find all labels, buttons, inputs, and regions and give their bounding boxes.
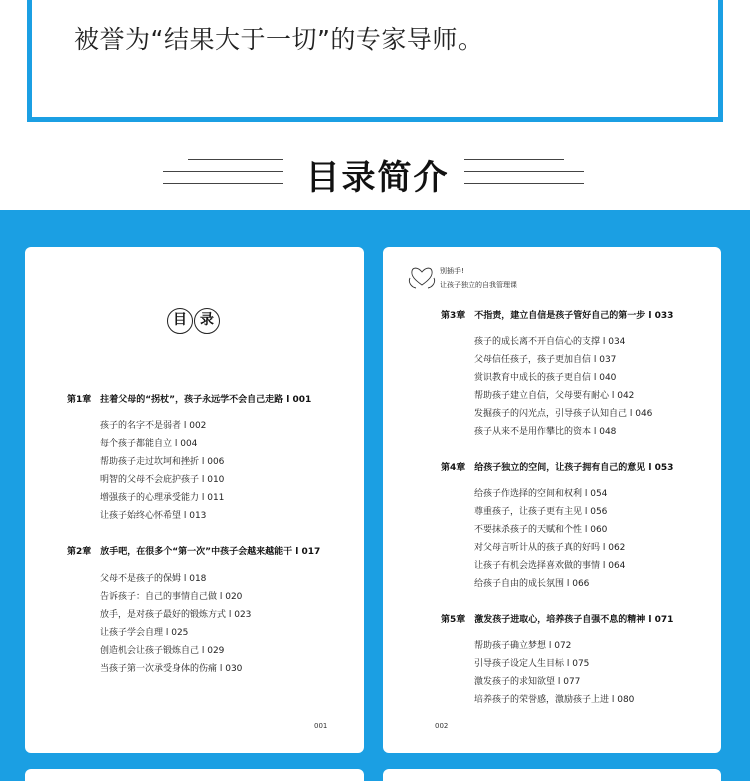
- toc-entry: 培养孩子的荣誉感，激励孩子上进 l 080: [474, 695, 635, 705]
- toc-entry: 当孩子第一次承受身体的伤痛 l 030: [100, 664, 243, 674]
- toc-page-right: [383, 247, 721, 753]
- chapter-heading: [67, 544, 320, 557]
- toc-badge-char: 目: [167, 308, 193, 334]
- toc-entry: 明智的父母不会庇护孩子 l 010: [100, 475, 225, 485]
- toc-entry: 帮助孩子走过坎坷和挫折 l 006: [100, 457, 225, 467]
- toc-entry: 赏识教育中成长的孩子更自信 l 040: [474, 373, 617, 383]
- toc-entry: 帮助孩子确立梦想 l 072: [474, 641, 572, 651]
- toc-entry: 让孩子学会自理 l 025: [100, 628, 189, 638]
- toc-entry: 父母不是孩子的保姆 l 018: [100, 574, 207, 584]
- chapter-heading: [441, 460, 673, 473]
- intro-box: [27, 0, 723, 122]
- chapter-title: 放手吧，在很多个“第一次”中孩子会越来越能干 l 017: [100, 547, 321, 557]
- chapter-number: 第3章: [441, 311, 466, 321]
- page-number: 002: [435, 722, 449, 730]
- heading-right-rules: [464, 159, 584, 189]
- toc-page-left: [25, 247, 364, 753]
- toc-entry: 让孩子有机会选择喜欢做的事情 l 064: [474, 561, 626, 571]
- toc-entry: 不要抹杀孩子的天赋和个性 l 060: [474, 525, 608, 535]
- chapter-title: 激发孩子进取心，培养孩子自强不息的精神 l 071: [474, 615, 674, 625]
- toc-entry: 激发孩子的求知欲望 l 077: [474, 677, 581, 687]
- toc-entry: 发掘孩子的闪光点，引导孩子认知自己 l 046: [474, 409, 653, 419]
- toc-badge: [167, 308, 223, 334]
- next-page-right: [383, 769, 721, 781]
- intro-text: 被誉为“结果大于一切”的专家导师。: [74, 25, 484, 54]
- toc-entry: 让孩子始终心怀希望 l 013: [100, 511, 207, 521]
- toc-entry: 给孩子自由的成长氛围 l 066: [474, 579, 590, 589]
- toc-entry: 孩子从来不是用作攀比的资本 l 048: [474, 427, 617, 437]
- toc-entry: 孩子的名字不是弱者 l 002: [100, 421, 207, 431]
- chapter-number: 第5章: [441, 615, 466, 625]
- hands-heart-icon: [407, 264, 437, 290]
- toc-badge-char: 录: [194, 308, 220, 334]
- toc-entry: 对父母言听计从的孩子真的好吗 l 062: [474, 543, 626, 553]
- series-subtitle: 让孩子独立的自我管理课: [440, 281, 517, 289]
- next-page-left: [25, 769, 364, 781]
- toc-entry: 引导孩子设定人生目标 l 075: [474, 659, 590, 669]
- chapter-number: 第2章: [67, 547, 92, 557]
- toc-entry: 父母信任孩子，孩子更加自信 l 037: [474, 355, 617, 365]
- chapter-number: 第1章: [67, 395, 92, 405]
- toc-entry: 增强孩子的心理承受能力 l 011: [100, 493, 225, 503]
- series-title: 别插手!: [440, 267, 464, 275]
- toc-entry: 创造机会让孩子锻炼自己 l 029: [100, 646, 225, 656]
- toc-entry: 帮助孩子建立自信，父母要有耐心 l 042: [474, 391, 635, 401]
- page-number: 001: [314, 722, 328, 730]
- section-heading: [0, 150, 750, 200]
- chapter-title: 不指责，建立自信是孩子管好自己的第一步 l 033: [474, 311, 674, 321]
- heading-left-rules: [163, 159, 283, 189]
- toc-entry: 尊重孩子，让孩子更有主见 l 056: [474, 507, 608, 517]
- toc-entry: 给孩子作选择的空间和权利 l 054: [474, 489, 608, 499]
- chapter-heading: [441, 612, 673, 625]
- toc-entry: 放手，是对孩子最好的锻炼方式 l 023: [100, 610, 252, 620]
- toc-entry: 告诉孩子：自己的事情自己做 l 020: [100, 592, 243, 602]
- chapter-title: 拄着父母的“拐杖”，孩子永远学不会自己走路 l 001: [100, 395, 312, 405]
- toc-entry: 孩子的成长离不开自信心的支撑 l 034: [474, 337, 626, 347]
- chapter-heading: [67, 392, 311, 405]
- chapter-title: 给孩子独立的空间，让孩子拥有自己的意见 l 053: [474, 463, 674, 473]
- section-title: 目录简介: [305, 158, 450, 198]
- chapter-number: 第4章: [441, 463, 466, 473]
- chapter-heading: [441, 308, 673, 321]
- toc-entry: 每个孩子都能自立 l 004: [100, 439, 198, 449]
